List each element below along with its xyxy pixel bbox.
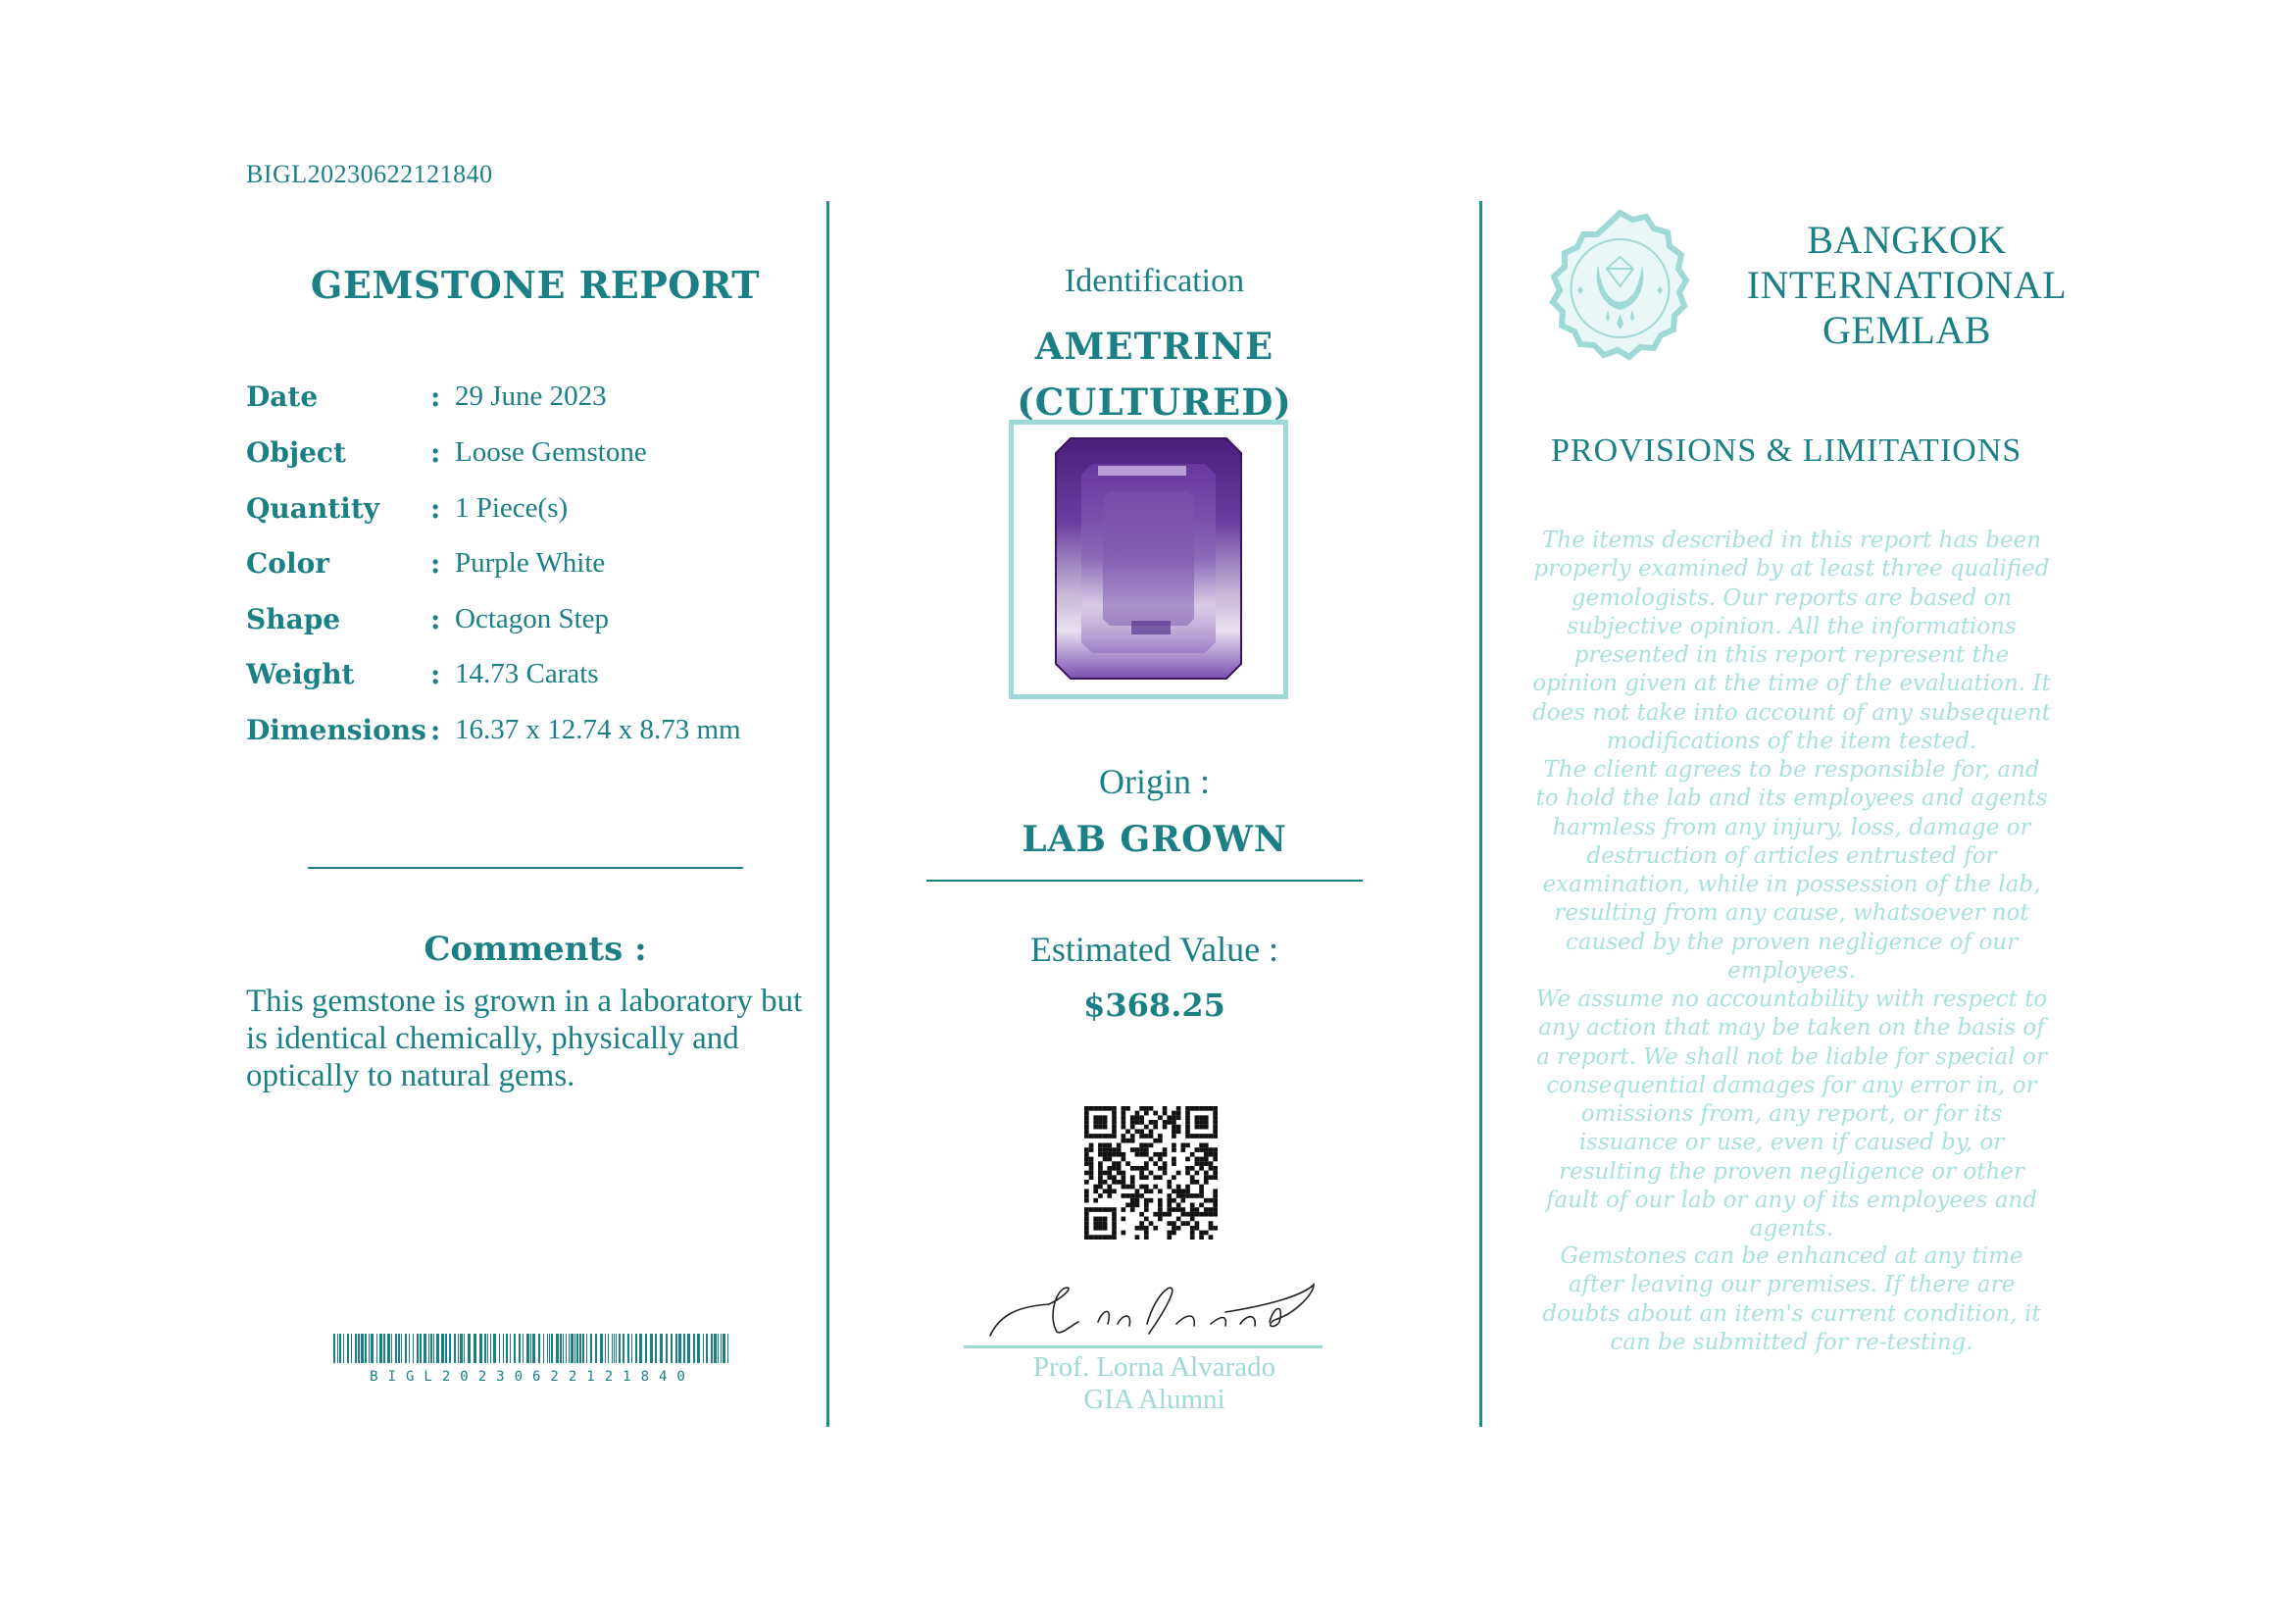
lab-name <box>1735 218 2078 353</box>
signatory-title: GIA Alumni <box>1083 1384 1225 1415</box>
spec-colon: : <box>430 492 441 525</box>
spec-value: 1 Piece(s) <box>455 492 569 524</box>
spec-label: Date <box>246 380 319 413</box>
barcode-text: BIGL20230622121840 <box>370 1369 695 1383</box>
spec-value: 29 June 2023 <box>455 380 607 412</box>
provisions-paragraph: Gemstones can be enhanced at any time after leaving our premises. If there are doubts about an item's current condition, it can be submitted for re-testing. <box>1542 1243 2041 1355</box>
spec-colon: : <box>430 436 441 469</box>
signatory-name: Prof. Lorna Alvarado <box>1032 1351 1276 1383</box>
identification-label: Identification <box>1064 263 1245 299</box>
provisions-paragraph: We assume no accountability with respect to any action that may be taken on the basis of a report. We shall not be liable for special or consequential damages for any error in, or omissions from, any report, or for its issuance or use, even if caused by, or resulting the proven negligence or other fault of our lab or any of its employees and agents. <box>1535 987 2048 1242</box>
identification-line2: (CULTURED) <box>1017 380 1292 424</box>
spec-label: Shape <box>246 603 341 635</box>
estimated-value: $368.25 <box>1083 987 1225 1024</box>
identification-value <box>829 319 1479 431</box>
provisions-paragraph: The client agrees to be responsible for, and to hold the lab and its employees and agents harmless from any injury, loss, damage or destruction of articles entrusted for examination, while in possession of the lab, resulting from any cause, whatsoever not caused by the proven negligence of our employees. <box>1535 757 2048 985</box>
origin-label: Origin : <box>1099 762 1210 801</box>
column-divider-right <box>1479 201 1482 1427</box>
gemstone-photo <box>1009 420 1288 699</box>
spec-colon: : <box>430 658 441 690</box>
origin-value: LAB GROWN <box>1022 819 1287 860</box>
estimated-value-label: Estimated Value : <box>1029 930 1279 969</box>
spec-label: Weight <box>246 658 355 690</box>
divider-line <box>926 880 1363 882</box>
spec-colon: : <box>430 380 441 413</box>
spec-value: Octagon Step <box>455 603 610 634</box>
spec-colon: : <box>430 547 441 580</box>
seal-logo-icon <box>1539 208 1701 370</box>
barcode-icon <box>331 1334 733 1383</box>
identification-line1: AMETRINE <box>1034 325 1274 368</box>
spec-value: 14.73 Carats <box>455 658 599 689</box>
spec-colon: : <box>430 714 441 746</box>
spec-value: 16.37 x 12.74 x 8.73 mm <box>455 714 741 745</box>
spec-value: Purple White <box>455 547 606 579</box>
signature-icon <box>980 1275 1323 1343</box>
divider-line <box>308 867 743 869</box>
spec-label: Color <box>246 547 330 580</box>
comments-heading: Comments : <box>424 930 647 969</box>
provisions-paragraph: The items described in this report has been properly examined by at least three qualified gemologists. Our reports are based on subjective opinion. All the informations presented in this report represent the opinion given at the time of the evaluation. It does not take into account of any subsequent modifications of the item tested. <box>1532 528 2051 755</box>
report-title: GEMSTONE REPORT <box>310 263 761 307</box>
spec-label: Dimensions <box>246 714 426 746</box>
spec-label: Object <box>246 436 346 469</box>
lab-name-line1: BANGKOK <box>1807 218 2007 262</box>
gemstone-image <box>1014 425 1283 694</box>
lab-name-line3: GEMLAB <box>1822 308 1991 352</box>
spec-label: Quantity <box>246 492 380 525</box>
spec-value: Loose Gemstone <box>455 436 647 468</box>
report-id: BIGL20230622121840 <box>246 160 493 188</box>
qr-code-icon[interactable] <box>1084 1106 1218 1240</box>
comments-text: This gemstone is grown in a laboratory but is identical chemically, physically and optically to natural gems. <box>246 984 803 1093</box>
provisions-heading: PROVISIONS & LIMITATIONS <box>1551 432 2022 469</box>
lab-name-line2: INTERNATIONAL <box>1746 263 2068 307</box>
signature-line <box>964 1345 1323 1348</box>
spec-colon: : <box>430 603 441 635</box>
